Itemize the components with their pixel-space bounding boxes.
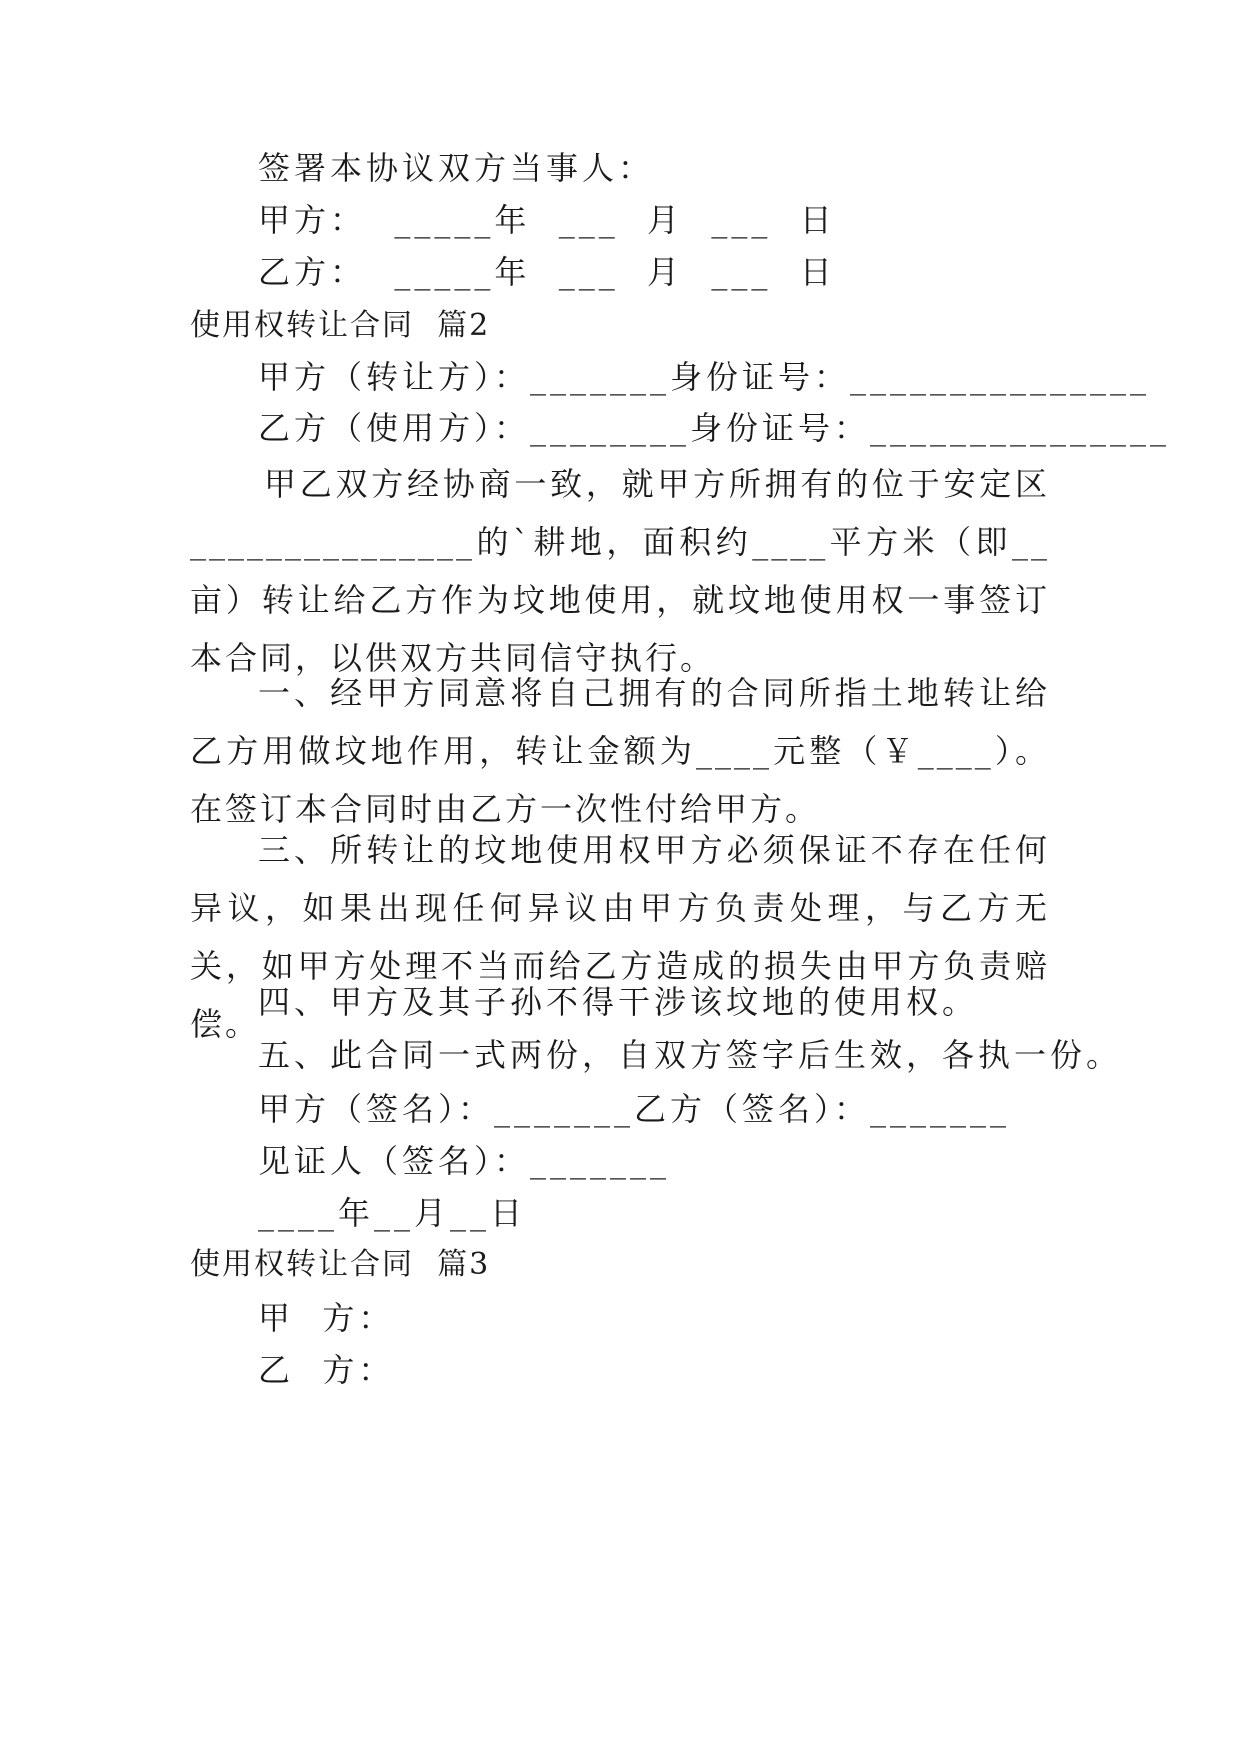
clause-4: 四、甲方及其子孙不得干涉该坟地的使用权。 — [258, 983, 979, 1021]
party-a-sign-date: 甲方： _____年 ___ 月 ___ 日 — [258, 201, 836, 239]
date-line: ____年__月__日 — [258, 1194, 527, 1232]
section-heading-3: 使用权转让合同 篇3 — [190, 1247, 491, 1282]
signers-intro: 签署本协议双方当事人： — [258, 149, 655, 187]
clause-1-paragraph: 一、经甲方同意将自己拥有的合同所指土地转让给乙方用做坟地作用，转让金额为____元整（￥____）。在签订本合同时由乙方一次性付给甲方。 — [190, 674, 1050, 828]
clause-3-paragraph: 三、所转让的坟地使用权甲方必须保证不存在任何异议，如果出现任何异议由甲方负责处理，与乙方无关，如甲方处理不当而给乙方造成的损失由甲方负责赔偿。 — [190, 831, 1050, 1043]
signature-line-ab: 甲方（签名）：_______乙方（签名）：_______ — [258, 1090, 1011, 1128]
party-a-transferor-line: 甲方（转让方）：_______身份证号：_______________ — [258, 358, 1151, 396]
party-b-user-line: 乙方（使用方）：________身份证号：_______________ — [258, 409, 1171, 447]
section-heading-2: 使用权转让合同 篇2 — [190, 308, 491, 343]
party-b-label-3: 乙 方： — [258, 1351, 395, 1389]
clause-5: 五、此合同一式两份，自双方签字后生效，各执一份。 — [258, 1036, 1123, 1074]
party-a-label-3: 甲 方： — [258, 1299, 395, 1337]
intro-paragraph: 甲乙双方经协商一致，就甲方所拥有的位于安定区_______________的`耕地，面积约____平方米（即__亩）转让给乙方作为坟地使用，就坟地使用权一事签订本合同，以供双方共同信守执行。 — [190, 465, 1050, 677]
party-b-sign-date: 乙方： _____年 ___ 月 ___ 日 — [258, 253, 836, 291]
witness-signature-line: 见证人（签名）：_______ — [258, 1142, 671, 1180]
